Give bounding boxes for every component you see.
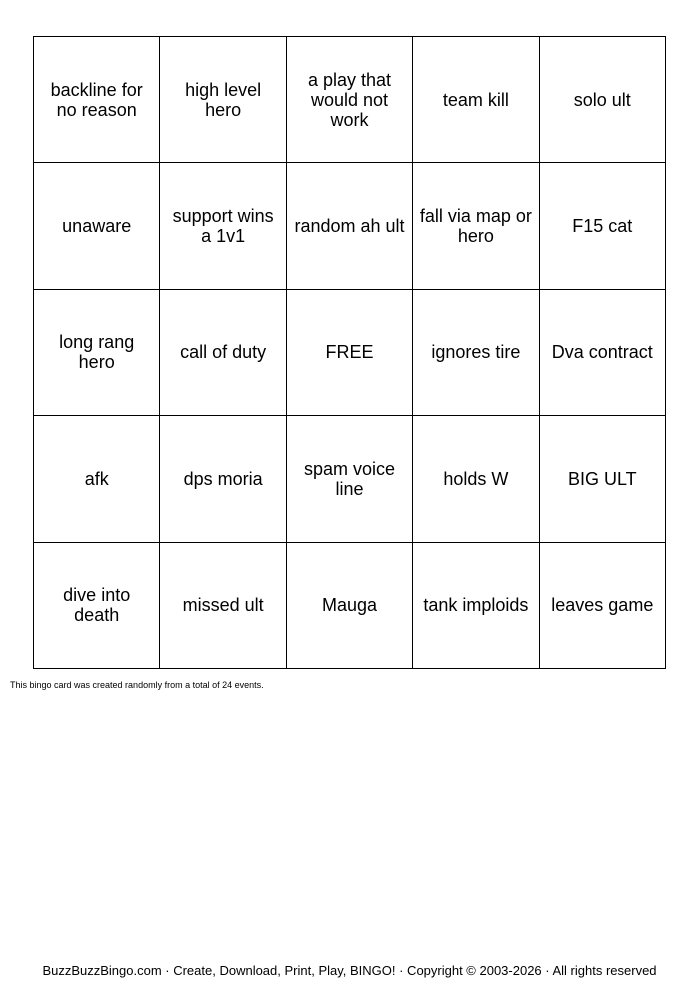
bingo-card-grid [33, 36, 666, 669]
bingo-cell-text: a play that would not work [307, 69, 392, 130]
bingo-cell [413, 290, 539, 416]
bingo-cell-text: FREE [325, 342, 374, 363]
bingo-cell [287, 416, 413, 542]
bingo-cell [34, 543, 160, 669]
bingo-cell [160, 543, 286, 669]
bingo-cell-text: unaware [62, 216, 132, 237]
bingo-cell-text: high level hero [185, 79, 262, 120]
bingo-cell-text: long rang hero [59, 332, 135, 373]
bingo-cell-text: BIG ULT [567, 468, 637, 489]
card-generation-note: This bingo card was created randomly from a total of 24 events. [10, 680, 264, 690]
footer-copyright: BuzzBuzzBingo.com · Create, Download, Print, Play, BINGO! · Copyright © 2003-2026 · All rights reserved [42, 963, 657, 978]
bingo-cell-text: call of duty [180, 342, 267, 363]
bingo-cell [540, 37, 666, 163]
bingo-cell-text: Mauga [321, 595, 378, 616]
bingo-cell-text: Dva contract [551, 342, 653, 363]
bingo-cell [413, 163, 539, 289]
bingo-cell-text: afk [84, 468, 109, 489]
bingo-cell-text: missed ult [182, 595, 264, 616]
bingo-cell-text: solo ult [573, 89, 631, 110]
bingo-cell [540, 163, 666, 289]
bingo-cell [160, 416, 286, 542]
bingo-cell-text: tank imploids [423, 595, 529, 616]
bingo-cell [413, 543, 539, 669]
bingo-cell [34, 163, 160, 289]
bingo-cell-text: ignores tire [431, 342, 521, 363]
bingo-cell-text: spam voice line [303, 458, 396, 499]
bingo-cell-text: backline for no reason [50, 79, 143, 120]
bingo-cell-text: random ah ult [294, 216, 405, 237]
bingo-cell-text: dps moria [183, 468, 263, 489]
bingo-cell-text: team kill [442, 89, 509, 110]
bingo-cell-text: holds W [443, 468, 509, 489]
bingo-cell [34, 37, 160, 163]
bingo-cell-text: fall via map or hero [419, 206, 532, 247]
bingo-cell [287, 163, 413, 289]
bingo-cell [287, 543, 413, 669]
bingo-cell [413, 416, 539, 542]
bingo-cell-text: dive into death [63, 585, 131, 626]
bingo-cell [287, 37, 413, 163]
bingo-cell [160, 290, 286, 416]
bingo-cell [540, 290, 666, 416]
bingo-cell [160, 37, 286, 163]
bingo-cell [413, 37, 539, 163]
bingo-cell [34, 416, 160, 542]
bingo-free-cell [287, 290, 413, 416]
bingo-cell-text: leaves game [551, 595, 654, 616]
bingo-cell [540, 543, 666, 669]
bingo-cell [540, 416, 666, 542]
bingo-cell [160, 163, 286, 289]
bingo-cell [34, 290, 160, 416]
bingo-cell-text: F15 cat [572, 216, 633, 237]
bingo-cell-text: support wins a 1v1 [172, 206, 274, 247]
